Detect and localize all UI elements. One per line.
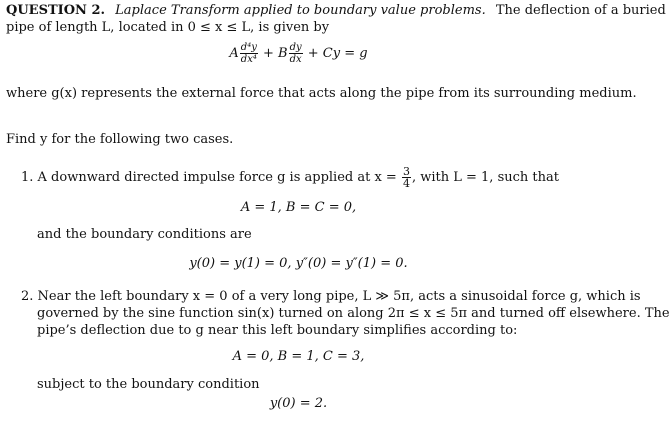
case2-params-text: A = 0, B = 1, C = 3, <box>232 349 365 364</box>
case2-line1: 2. Near the left boundary x = 0 of a very long pipe, L ≫ 5π, acts a sinusoidal force g, which is <box>21 289 641 304</box>
case1-statement <box>21 166 559 189</box>
find-text: Find y for the following two cases. <box>6 132 234 147</box>
question-label: QUESTION 2. <box>6 3 106 18</box>
question-intro: The deflection of a buried <box>495 3 666 18</box>
question-intro-line2: pipe of length L, located in 0 ≤ x ≤ L, is given by <box>6 20 330 35</box>
frac2-numerator: dy <box>289 42 302 53</box>
equation-rest: + Cy = g <box>307 46 368 61</box>
coef-a: A <box>229 46 239 61</box>
case1-text-before: 1. A downward directed impulse force g is applied at x = <box>21 170 397 185</box>
case1-fraction <box>402 166 411 189</box>
fraction-dy-dx <box>289 42 303 65</box>
case1-bc-intro: and the boundary conditions are <box>37 227 252 242</box>
case1-bc <box>0 256 597 271</box>
fraction-d4y-dx4 <box>240 42 258 65</box>
case2-line2: governed by the sine function sin(x) turned on along 2π ≤ x ≤ 5π and turned off elsewhere. The <box>37 306 670 321</box>
governing-equation <box>0 42 597 65</box>
case2-line3: pipe’s deflection due to g near this left boundary simplifies according to: <box>37 323 518 338</box>
frac1-denominator: dx⁴ <box>240 54 257 65</box>
case2-bc-intro: subject to the boundary condition <box>37 377 260 392</box>
frac1-numerator: d⁴y <box>240 42 257 53</box>
case1-params <box>0 200 597 215</box>
case2-bc-text: y(0) = 2. <box>269 396 328 411</box>
plus-b: + B <box>263 46 288 61</box>
case2-params <box>0 349 597 364</box>
case2-bc <box>0 396 597 411</box>
case1-text-after: , with L = 1, such that <box>411 170 559 185</box>
case1-bc-text: y(0) = y(1) = 0, y″(0) = y″(1) = 0. <box>189 256 408 271</box>
frac2-denominator: dx <box>289 54 302 65</box>
question-title: Laplace Transform applied to boundary value problems. <box>115 3 486 18</box>
where-text: where g(x) represents the external force that acts along the pipe from its surrounding medium. <box>6 86 637 101</box>
case1-frac-den: 4 <box>402 177 410 190</box>
question-heading-line <box>6 3 666 18</box>
case1-frac-num: 3 <box>402 165 410 178</box>
case1-params-text: A = 1, B = C = 0, <box>240 200 357 215</box>
